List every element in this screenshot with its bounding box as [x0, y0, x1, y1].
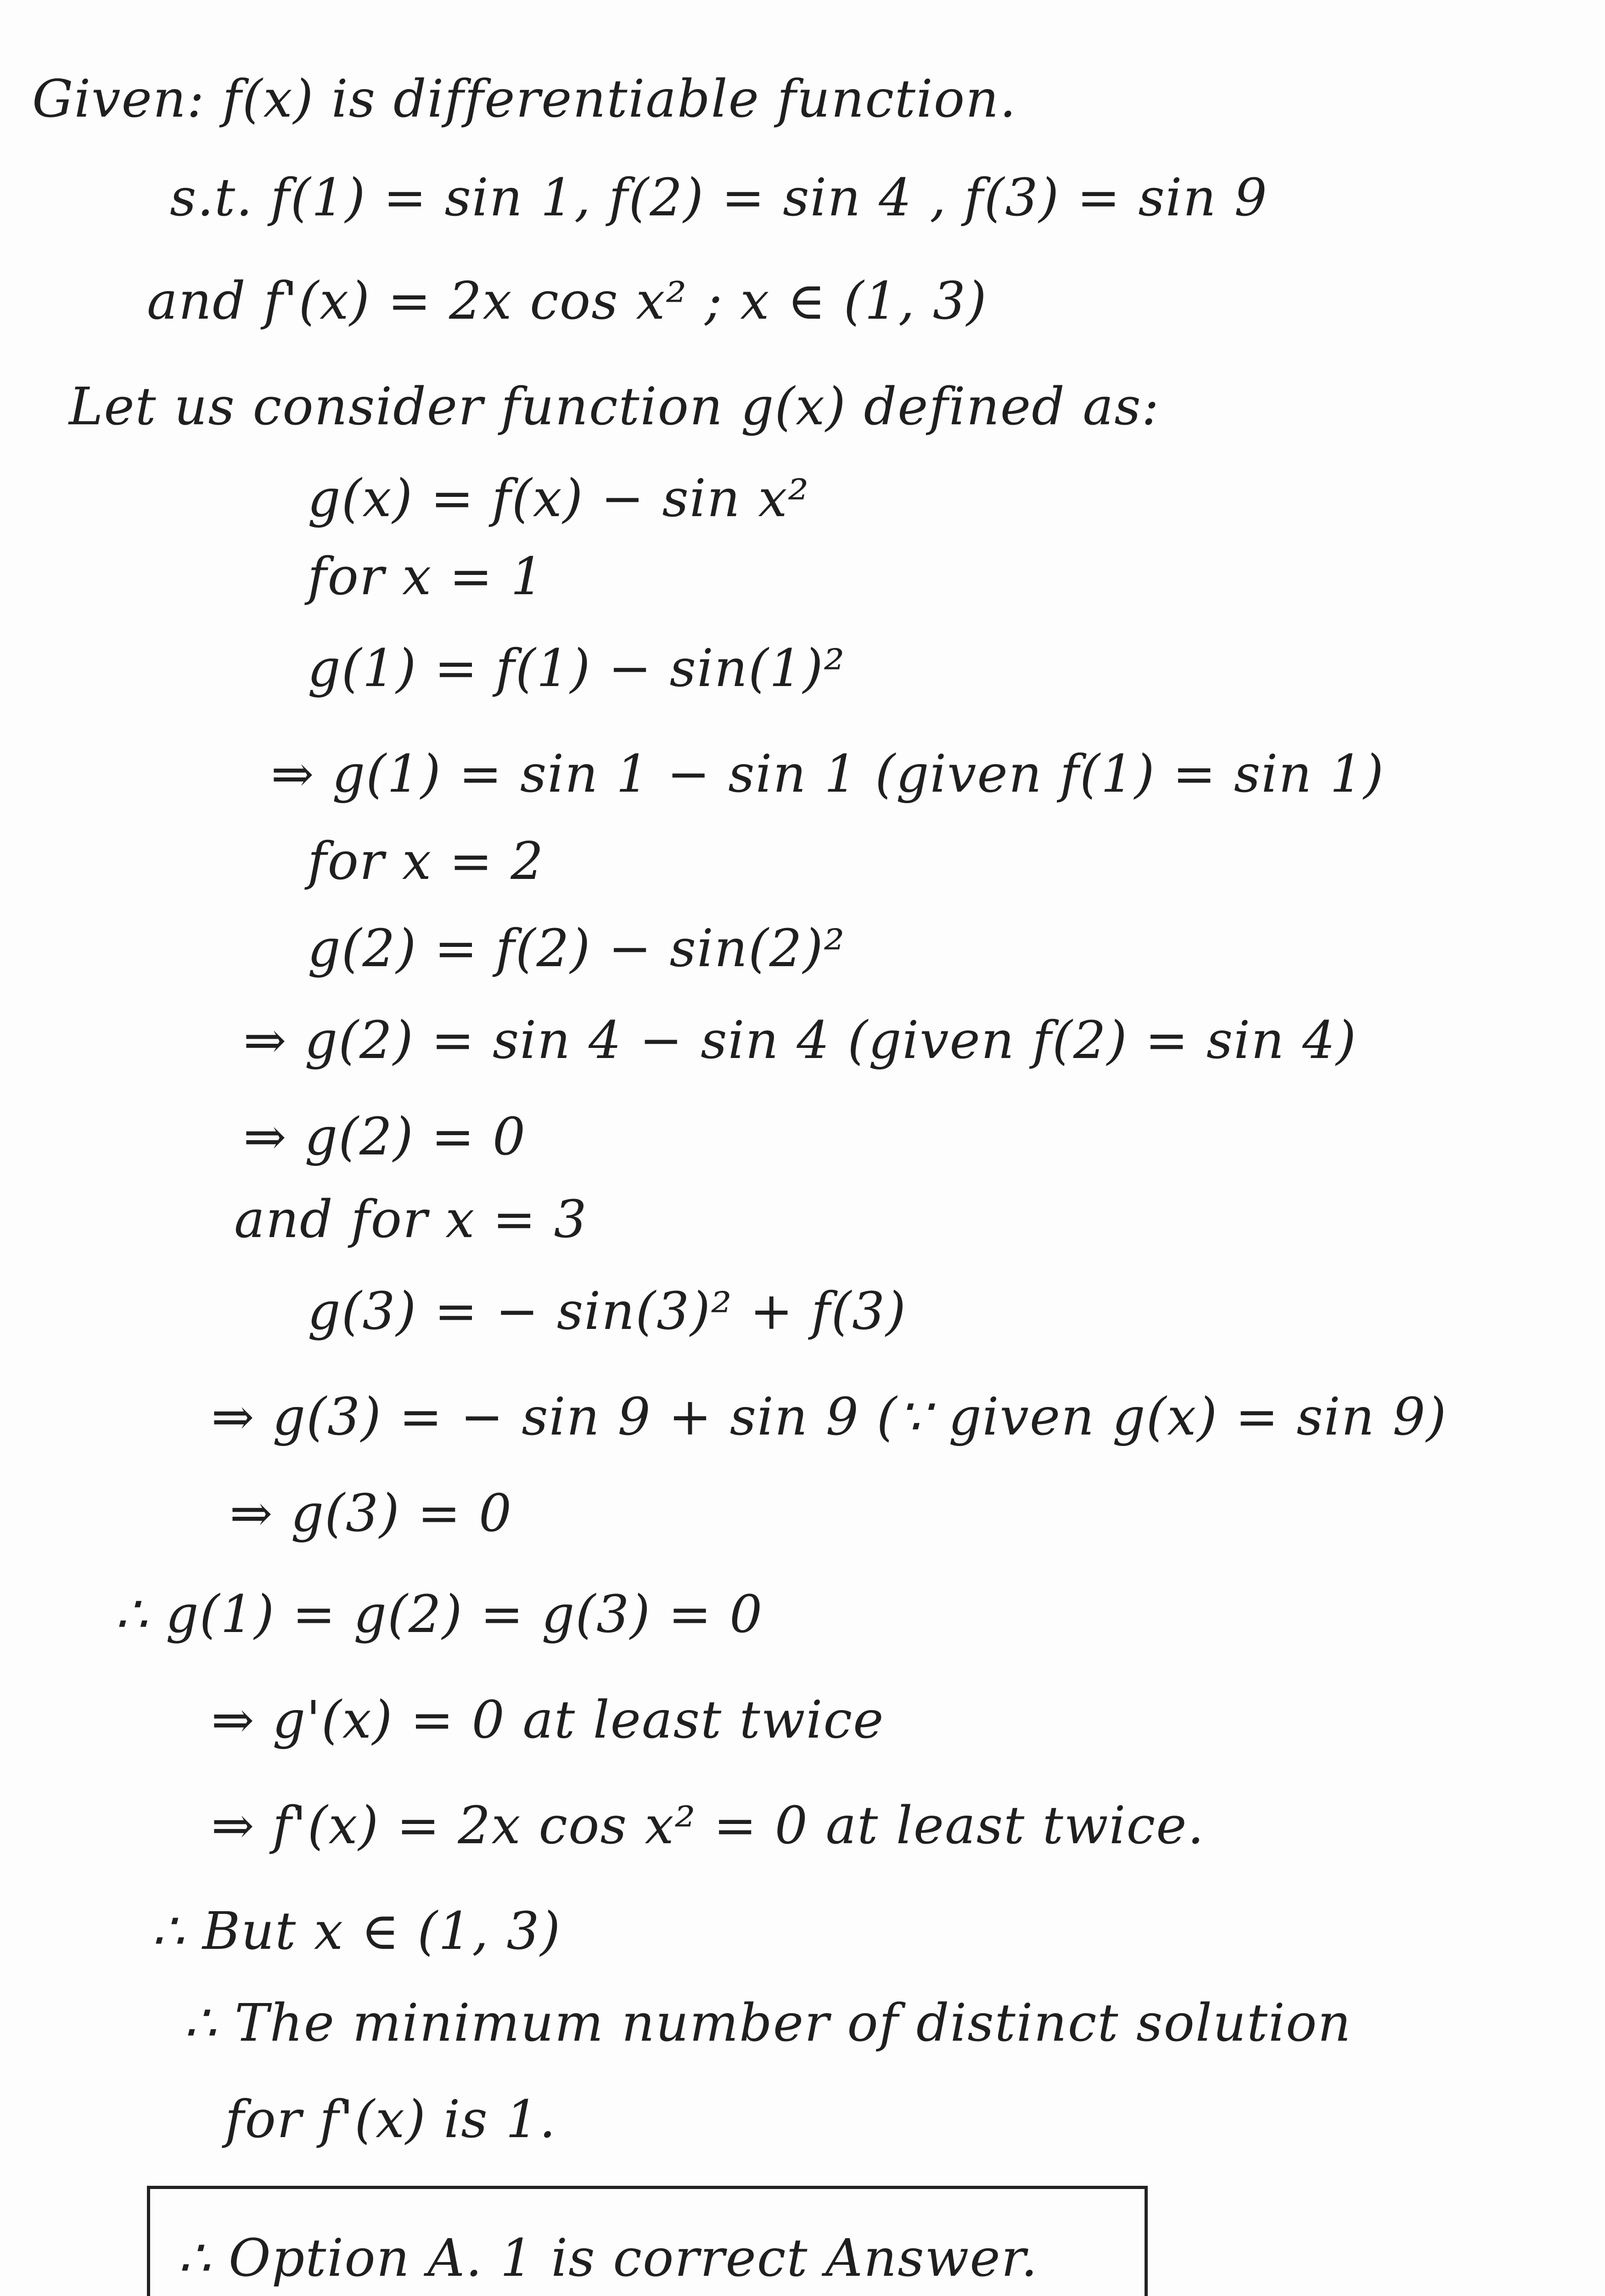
conclusion-line-1: ∴ The minimum number of distinct solution [184, 1993, 1352, 2053]
answer-box [147, 2186, 1148, 2296]
g2-substitution: ⇒ g(2) = sin 4 − sin 4 (given f(2) = sin 4) [243, 1011, 1357, 1070]
given-heading: Given: f(x) is differentiable function. [32, 69, 1017, 129]
g2-expression: g(2) = f(2) − sin(2)² [308, 919, 846, 979]
case-x2-label: for x = 2 [308, 832, 544, 891]
g-definition: g(x) = f(x) − sin x² [308, 469, 810, 529]
g1-result: ⇒ g(1) = sin 1 − sin 1 (given f(1) = sin 1) [271, 744, 1385, 804]
given-derivative: and f'(x) = 2x cos x² ; x ∈ (1, 3) [147, 271, 988, 331]
g2-result: ⇒ g(2) = 0 [243, 1107, 527, 1167]
interval-note: ∴ But x ∈ (1, 3) [152, 1902, 561, 1961]
f-prime-zero: ⇒ f'(x) = 2x cos x² = 0 at least twice. [211, 1796, 1205, 1856]
g3-substitution: ⇒ g(3) = − sin 9 + sin 9 (∵ given g(x) = sin 9) [211, 1387, 1448, 1447]
final-answer: ∴ Option A. 1 is correct Answer. [178, 2228, 1038, 2288]
conclusion-line-2: for f'(x) is 1. [225, 2090, 557, 2150]
case-x1-label: for x = 1 [308, 547, 544, 607]
consider-function-text: Let us consider function g(x) defined as: [69, 377, 1160, 437]
given-values: s.t. f(1) = sin 1, f(2) = sin 4 , f(3) = sin 9 [170, 168, 1268, 228]
g1-expression: g(1) = f(1) − sin(1)² [308, 639, 846, 698]
g3-expression: g(3) = − sin(3)² + f(3) [308, 1282, 907, 1341]
g3-result: ⇒ g(3) = 0 [230, 1484, 513, 1543]
g-equal-values: ∴ g(1) = g(2) = g(3) = 0 [115, 1585, 763, 1644]
g-prime-zero: ⇒ g'(x) = 0 at least twice [211, 1690, 885, 1750]
case-x3-label: and for x = 3 [234, 1190, 588, 1249]
